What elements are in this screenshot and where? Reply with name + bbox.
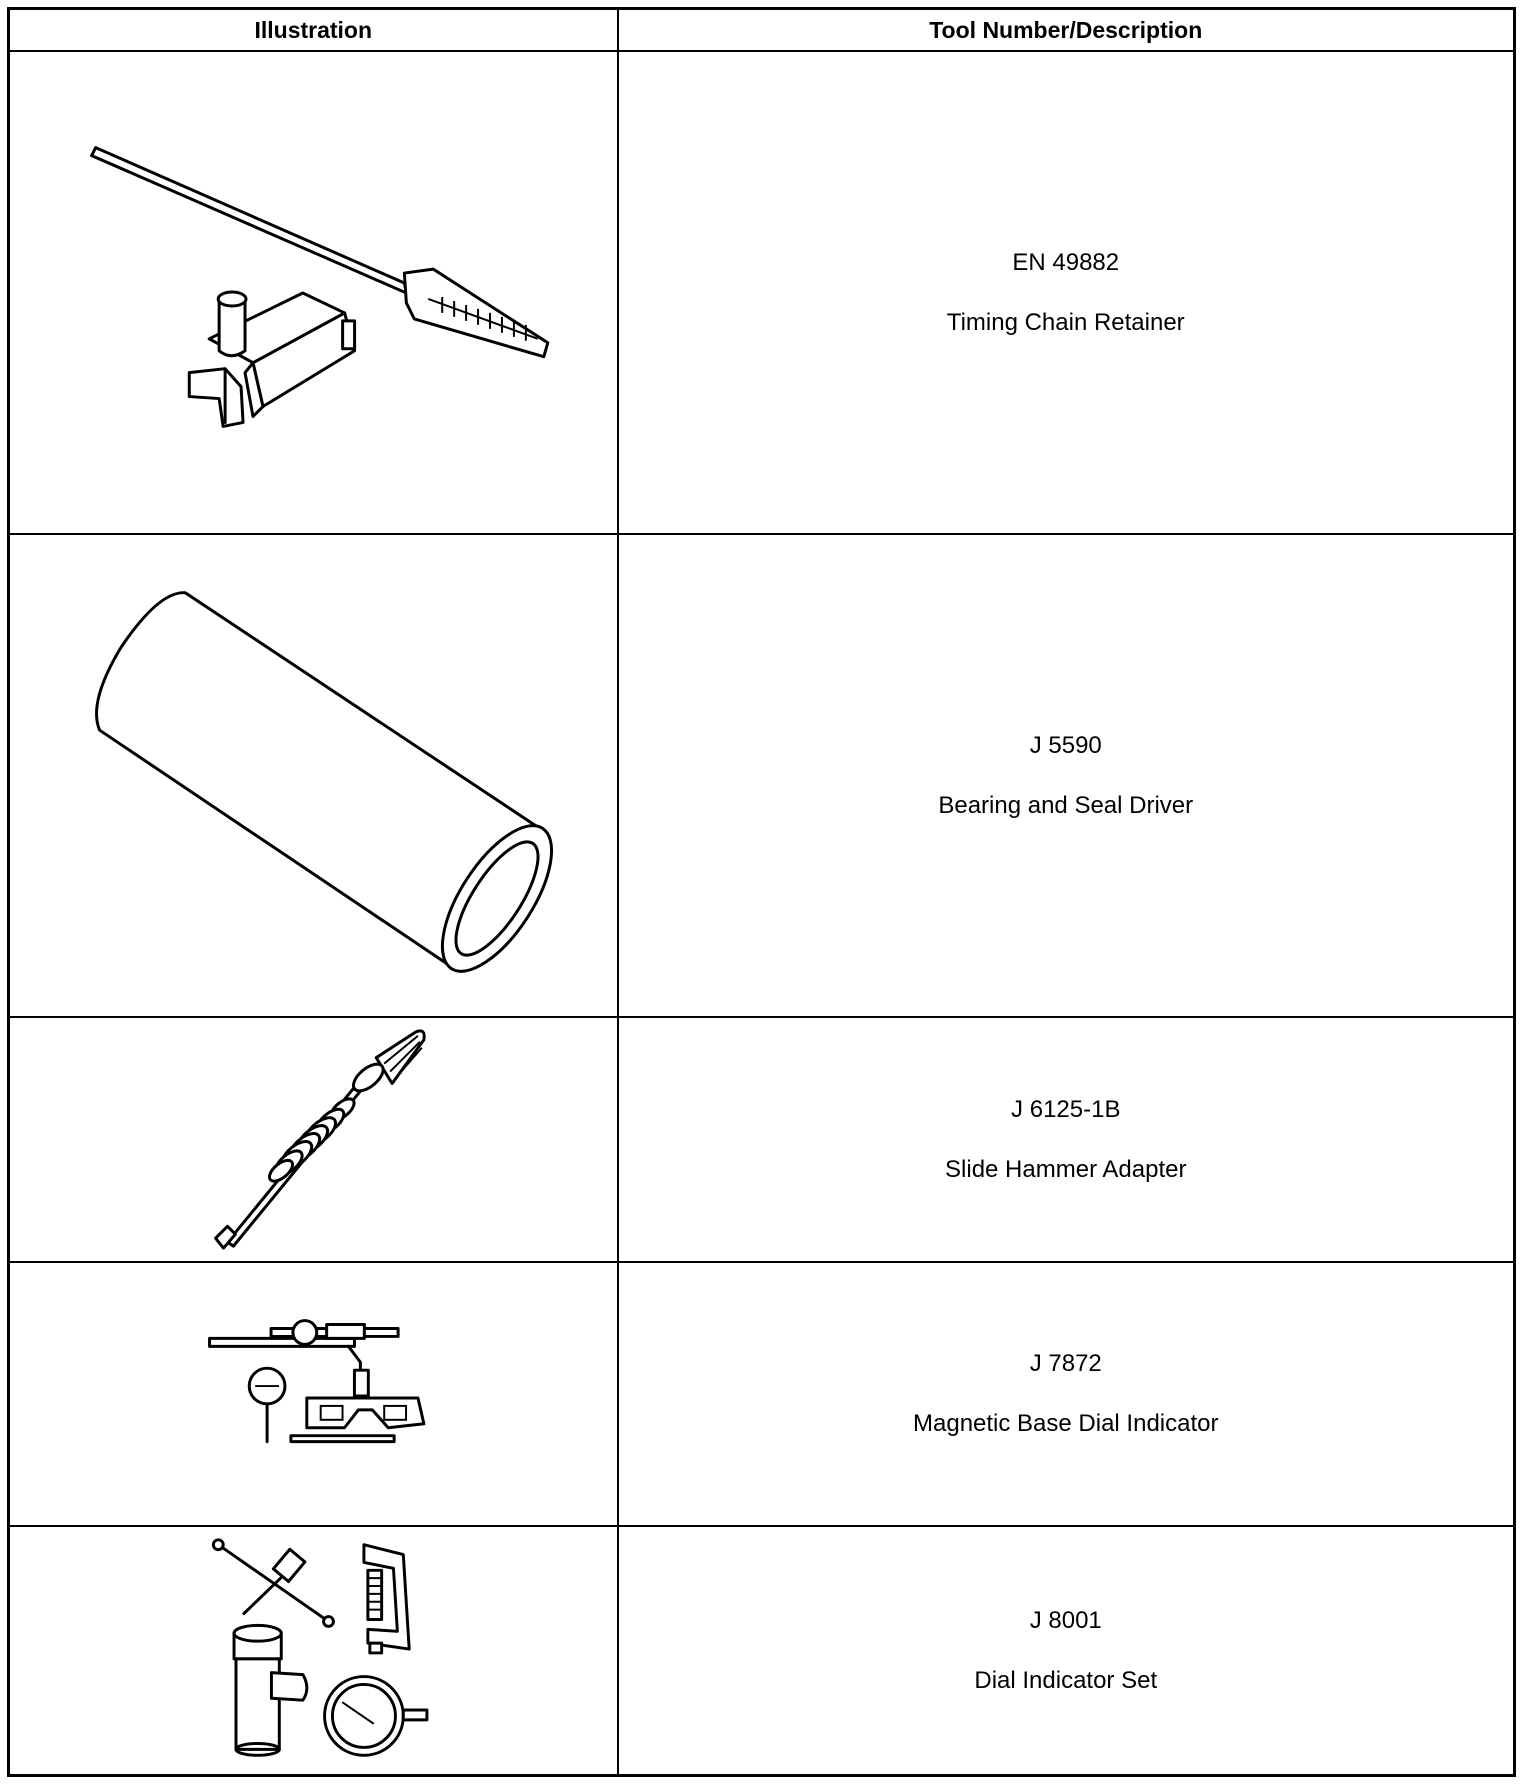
table-row xyxy=(9,1017,1515,1262)
tool-description: Timing Chain Retainer xyxy=(946,308,1185,336)
tool-number: EN 49882 xyxy=(1012,248,1120,276)
tool-number: J 5590 xyxy=(1029,731,1102,759)
illustration-cell xyxy=(9,1526,618,1776)
description-cell xyxy=(618,51,1515,534)
description-cell xyxy=(618,534,1515,1017)
tool-description: Magnetic Base Dial Indicator xyxy=(913,1410,1219,1437)
illustration-cell xyxy=(9,51,618,534)
tool-description: Slide Hammer Adapter xyxy=(945,1155,1187,1183)
description-cell xyxy=(618,1262,1515,1526)
description-cell xyxy=(618,1526,1515,1776)
slide-hammer-adapter-icon xyxy=(10,1018,617,1261)
magnetic-base-dial-indicator-icon xyxy=(10,1263,617,1525)
description-cell xyxy=(618,1017,1515,1262)
table-row xyxy=(9,1526,1515,1776)
illustration-header: Illustration xyxy=(9,9,618,52)
dial-indicator-set-icon xyxy=(10,1527,617,1774)
table-row xyxy=(9,51,1515,534)
illustration-cell xyxy=(9,534,618,1017)
tool-description: Bearing and Seal Driver xyxy=(938,791,1194,819)
illustration-cell xyxy=(9,1262,618,1526)
table-row xyxy=(9,1262,1515,1526)
tool-description: Dial Indicator Set xyxy=(974,1666,1158,1694)
illustration-cell xyxy=(9,1017,618,1262)
header-row xyxy=(9,9,1515,52)
tool-number: J 6125-1B xyxy=(1011,1095,1121,1123)
timing-chain-retainer-icon xyxy=(10,52,617,533)
tool-header: Tool Number/Description xyxy=(618,9,1515,52)
tool-number: J 7872 xyxy=(1029,1350,1102,1377)
special-tools-table xyxy=(7,7,1516,1777)
table-row xyxy=(9,534,1515,1017)
bearing-seal-driver-icon xyxy=(10,535,617,1016)
tool-number: J 8001 xyxy=(1029,1606,1102,1634)
